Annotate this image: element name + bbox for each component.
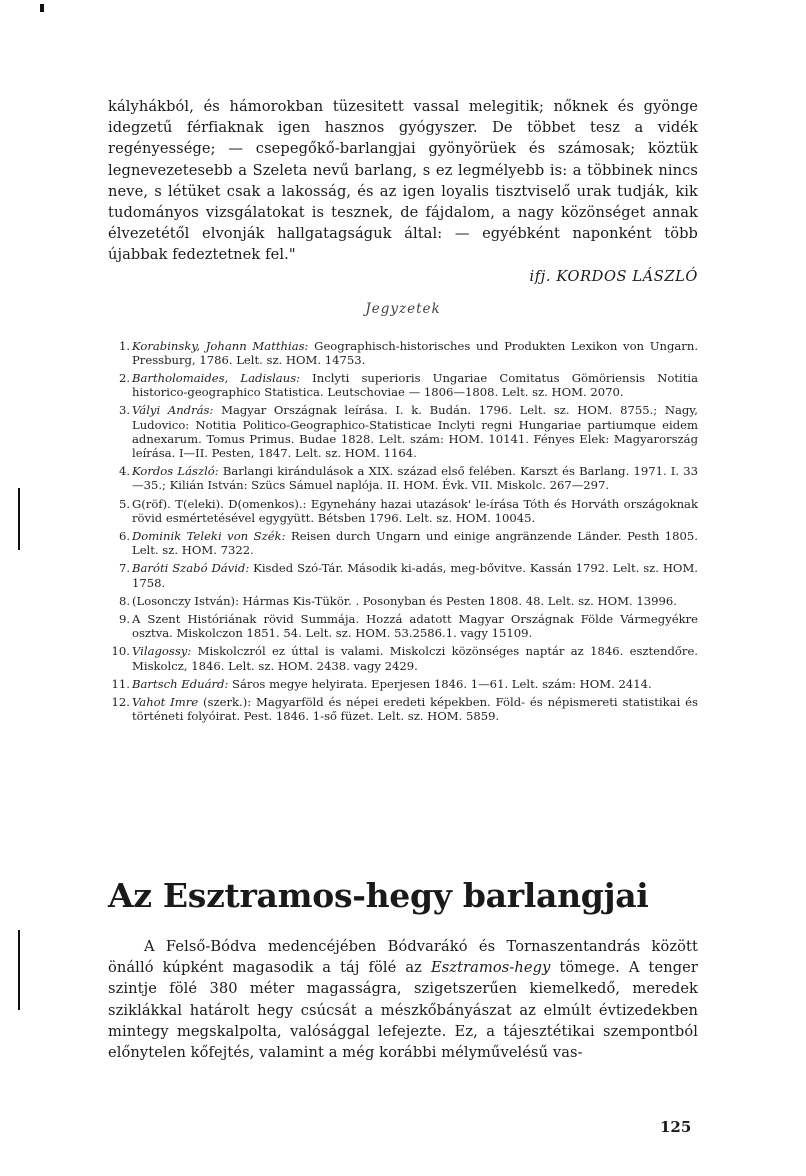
note-author: Kordos László:: [132, 464, 219, 479]
note-text: [132, 339, 698, 367]
note-author: Vályi András:: [132, 403, 214, 418]
note-citation: (Losonczy István): Hármas Kis-Tükör. . Posonyban és Pesten 1808. 48. Lelt. sz. HOM. 13996.: [132, 593, 677, 608]
note-item: [108, 371, 698, 399]
note-item: [108, 464, 698, 492]
note-text: [132, 677, 698, 691]
notes-list: [108, 339, 698, 724]
margin-rule: [18, 488, 20, 550]
note-number: 8.: [118, 593, 130, 608]
note-item: [108, 403, 698, 460]
body-text: A Felső-Bódva medencéjében Bódvarákó és Tornaszentandrás között önálló kúpként magasodik a táj fölé az: [108, 938, 698, 977]
note-text: [132, 371, 698, 399]
note-author: Vilagossy:: [132, 644, 192, 659]
body-emphasis: Esztramos-hegy: [430, 959, 551, 977]
note-text: [132, 594, 698, 608]
note-author: Dominik Teleki von Szék:: [132, 529, 286, 544]
note-number: 6.: [118, 529, 130, 544]
margin-rule: [18, 930, 20, 1010]
notes-heading: Jegyzetek: [365, 300, 441, 317]
note-citation: Kisded Szó-Tár. Második ki-adás, meg-bővitve. Kassán 1792. Lelt. sz. HOM. 1758.: [132, 561, 698, 590]
note-number: 5.: [118, 496, 130, 511]
scan-mark: [40, 4, 44, 12]
note-number: 4.: [118, 464, 130, 479]
note-citation: Geographisch-historisches und Produkten Lexikon von Ungarn. Pressburg, 1786. Lelt. sz. HOM. 14753.: [132, 338, 699, 367]
note-citation: Miskolczról ez úttal is valami. Miskolczi közönséges naptár az 1846. esztendőre. Miskolcz, 1846. Lelt. sz. HOM. 2438. vagy 2429.: [132, 644, 698, 673]
note-item: [108, 677, 698, 691]
note-item: [108, 644, 698, 672]
note-number: 7.: [118, 561, 130, 576]
note-citation: G(röf). T(eleki). D(omenkos).: Egynehány hazai utazások' le-írása Tóth és Horváth országoknak rövid esmértetésével egygyütt. Bétsben 1796. Lelt. sz. HOM. 10045.: [132, 496, 698, 525]
note-author: Baróti Szabó Dávid:: [132, 561, 250, 576]
note-author: Korabinsky, Johann Matthias:: [132, 338, 309, 353]
note-number: 11.: [111, 676, 130, 691]
body-paragraph: [108, 936, 698, 1063]
note-citation: (szerk.): Magyarföld és népei eredeti képekben. Föld- és népismereti statistikai és történeti folyóirat. Pest. 1846. 1-ső füzet. Lelt. sz. HOM. 5859.: [132, 695, 698, 724]
note-citation: A Szent Históriának rövid Summája. Hozzá adatott Magyar Országnak Földe Vármegyékre osztva. Miskolczon 1851. 54. Lelt. sz. HOM. 53.2586.1. vagy 15109.: [132, 612, 698, 641]
note-text: [132, 529, 698, 557]
body-text: tömege. A tenger szintje fölé 380 méter magasságra, szigetszerűen kiemelkedő, meredek sziklákkal határolt hegy csúcsát a mészkőbányászat az elmúlt évtizedekben mintegy megskalpolta, valósággal lefejezte. Ez, a tájesztétikai szempontból előnytelen kőfejtés, valamint a még korábbi mélyművelésű vas-: [108, 959, 698, 1062]
note-number: 3.: [118, 403, 130, 418]
note-item: [108, 561, 698, 589]
note-text: [132, 497, 698, 525]
note-citation: Magyar Országnak leírása. I. k. Budán. 1796. Lelt. sz. HOM. 8755.; Nagy, Ludovico: Notitia Politico-Geographico-Statistiсae Inclyti regni Hungariae partiumque eidem adnexarum. Tomus Primus. Budae 1828. Lelt. szám: HOM. 10141. Fényes Elek: Magyarország leírása. I—II. Pesten, 1847. Lelt. sz. HOM. 1164.: [132, 403, 698, 461]
note-citation: Reisen durch Ungarn und einige angränzende Länder. Pesth 1805. Lelt. sz. HOM. 7322.: [132, 529, 698, 558]
note-author: Vahot Imre: [132, 695, 199, 710]
note-text: [132, 403, 698, 460]
note-item: [108, 695, 698, 723]
continued-paragraph: kályhákból, és hámorokban tüzesitett vassal melegitik; nőknek és gyönge idegzetű férfiaknak igen hasznos gyógyszer. De többet tesz a vidék regényessége; — csepegőkő-barlangjai gyönyörüek és számosak; köztük legnevezetesebb a Szeleta nevű barlang, s ez legmélyebb is: a többinek nincs neve, s létüket csak a lakosság, és az igen loyalis tisztviselő urak tudják, kik tudományos vizsgálatokat is tesznek, de fájdalom, a nagy közönséget annak élvezetétől elvonják hallgatagságuk által: — egyébként naponként több újabbak fedeztetnek fel.": [108, 98, 698, 264]
note-number: 10.: [111, 644, 130, 659]
note-number: 1.: [118, 338, 130, 353]
note-item: [108, 594, 698, 608]
note-citation: Inclyti superioris Ungariae Comitatus Gömöriensis Notitia historico-geographico Statistica. Leutschoviae — 1806—1808. Lelt. sz. HOM. 2070.: [132, 371, 698, 400]
note-text: [132, 695, 698, 723]
note-author: Bartholomaides, Ladislaus:: [132, 371, 301, 386]
note-number: 9.: [118, 612, 130, 627]
note-text: [132, 561, 698, 589]
note-author: Bartsch Eduárd:: [132, 676, 229, 691]
chapter-title: Az Esztramos-hegy barlangjai: [108, 876, 649, 915]
note-item: [108, 529, 698, 557]
note-citation: Sáros megye helyirata. Eperjesen 1846. 1—61. Lelt. szám: HOM. 2414.: [228, 676, 652, 691]
note-item: [108, 339, 698, 367]
note-number: 12.: [111, 695, 130, 710]
note-citation: Barlangi kirándulások a XIX. század első felében. Karszt és Barlang. 1971. I. 33—35.; Kilián István: Szücs Sámuel naplója. II. HOM. Évk. VII. Miskolc. 267—297.: [132, 464, 699, 493]
page-number: 125: [660, 1118, 692, 1136]
note-text: [132, 464, 698, 492]
top-section: [108, 96, 698, 728]
note-text: [132, 644, 698, 672]
note-item: [108, 497, 698, 525]
chapter-body: [108, 936, 698, 1063]
note-text: [132, 612, 698, 640]
note-item: [108, 612, 698, 640]
author-signature: ifj. KORDOS LÁSZLÓ: [529, 267, 698, 285]
note-number: 2.: [118, 371, 130, 386]
